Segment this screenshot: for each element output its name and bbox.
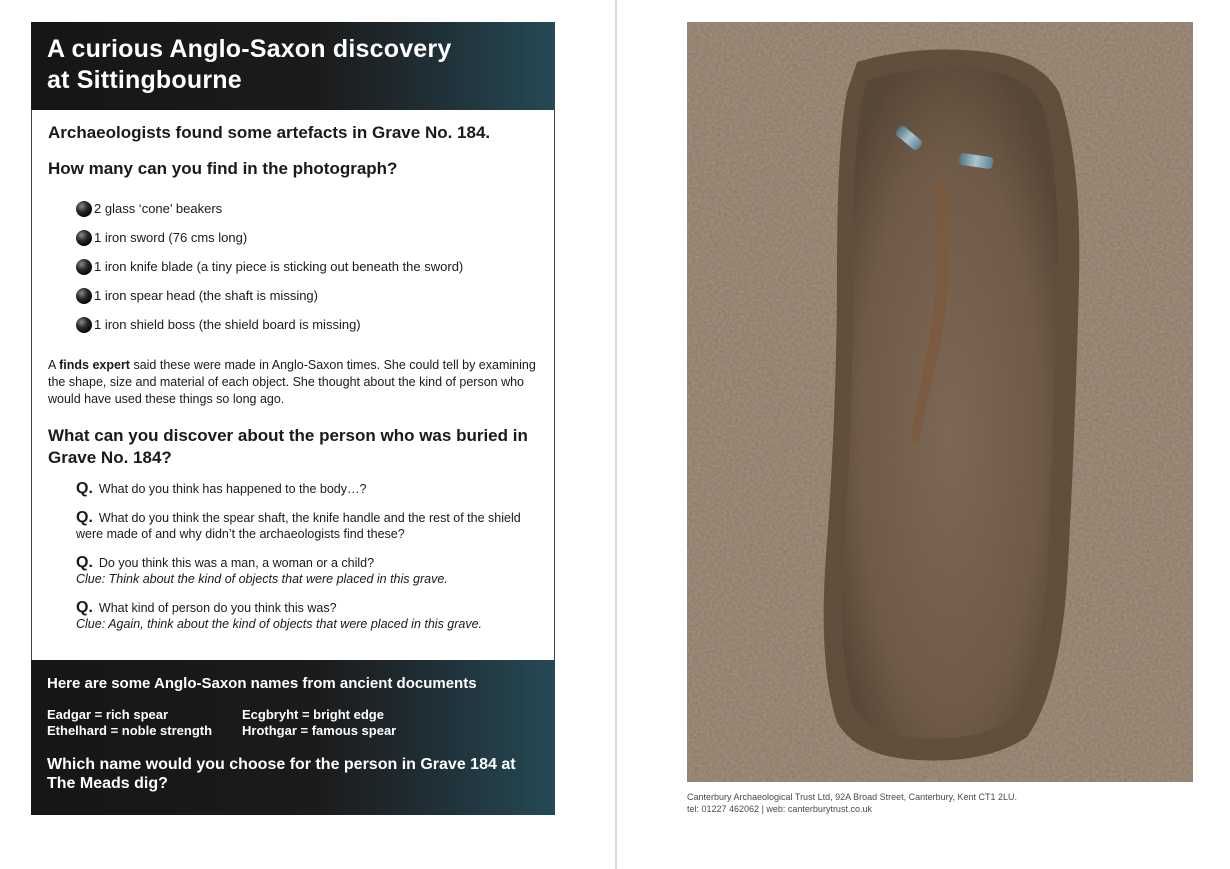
question-list: [76, 481, 543, 632]
question-marker: Q.: [76, 480, 93, 497]
bullet-icon: [76, 317, 92, 333]
question-item: [76, 600, 543, 632]
paragraph-post: said these were made in Anglo-Saxon times. She could tell by examining the shape, size and material of each object. She thought about the kind of person who would have used these things so long ago.: [48, 358, 536, 406]
bullet-icon: [76, 230, 92, 246]
artefact-item: [76, 223, 543, 252]
bullet-icon: [76, 201, 92, 217]
name-entry: Ecgbryht = bright edge: [242, 707, 384, 722]
title-banner: [31, 22, 555, 110]
caption-contact: tel: 01227 462062 | web: canterburytrust.co.uk: [687, 804, 872, 814]
question-marker: Q.: [76, 509, 93, 526]
page-title: [47, 34, 539, 96]
artefact-label: 2 glass ‘cone’ beakers: [94, 201, 223, 216]
question-clue: Clue: Again, think about the kind of objects that were placed in this grave.: [76, 617, 483, 631]
question-item: [76, 555, 543, 587]
artefact-item: [76, 194, 543, 223]
artefact-item: [76, 281, 543, 310]
names-grid: [47, 707, 539, 738]
page-divider: [615, 0, 617, 869]
artefact-label: 1 iron knife blade (a tiny piece is sticking out beneath the sword): [94, 259, 464, 274]
name-entry: Hrothgar = famous spear: [242, 723, 397, 738]
worksheet-content: [48, 122, 543, 645]
question-item: [76, 481, 543, 497]
artefact-label: 1 iron shield boss (the shield board is missing): [94, 317, 361, 332]
names-banner: [31, 660, 555, 815]
artefact-label: 1 iron sword (76 cms long): [94, 230, 248, 245]
paragraph-pre: A: [48, 358, 60, 372]
question-marker: Q.: [76, 599, 93, 616]
grave-photo-illustration: [687, 22, 1193, 782]
question-text: What do you think has happened to the body…?: [98, 482, 367, 496]
photo-caption: [687, 791, 1017, 815]
finds-expert-term: finds expert: [59, 358, 130, 372]
question-item: [76, 510, 543, 542]
page-title-line-1: A curious Anglo-Saxon discovery: [47, 35, 452, 63]
question-text: What kind of person do you think this was?: [98, 601, 337, 615]
name-entry: Ethelhard = noble strength: [47, 723, 213, 738]
question-clue: Clue: Think about the kind of objects that were placed in this grave.: [76, 572, 448, 586]
grave-photograph: [687, 22, 1193, 782]
bullet-icon: [76, 259, 92, 275]
artefact-item: [76, 252, 543, 281]
artefact-label: 1 iron spear head (the shaft is missing): [94, 288, 318, 303]
question-marker: Q.: [76, 554, 93, 571]
names-heading: Here are some Anglo-Saxon names from ancient documents: [47, 675, 477, 692]
finds-expert-paragraph: [48, 357, 543, 408]
question-text: What do you think the spear shaft, the knife handle and the rest of the shield were made of and why didn’t the archaeologists find these?: [76, 511, 521, 541]
artefact-item: [76, 310, 543, 339]
page-title-line-2: at Sittingbourne: [47, 66, 242, 94]
caption-address: Canterbury Archaeological Trust Ltd, 92A Broad Street, Canterbury, Kent CT1 2LU.: [687, 792, 1018, 802]
question-text: Do you think this was a man, a woman or a child?: [98, 556, 375, 570]
intro-heading: Archaeologists found some artefacts in Grave No. 184.: [48, 123, 491, 142]
artefact-list: [76, 194, 543, 339]
name-entry: Eadgar = rich spear: [47, 707, 169, 722]
grave-texture: [687, 22, 1193, 782]
find-prompt-heading: How many can you find in the photograph?: [48, 159, 398, 178]
discover-heading: What can you discover about the person who was buried in Grave No. 184?: [48, 426, 528, 467]
bullet-icon: [76, 288, 92, 304]
worksheet-panel: [31, 22, 555, 814]
choose-name-question: Which name would you choose for the person in Grave 184 at The Meads dig?: [47, 756, 516, 792]
